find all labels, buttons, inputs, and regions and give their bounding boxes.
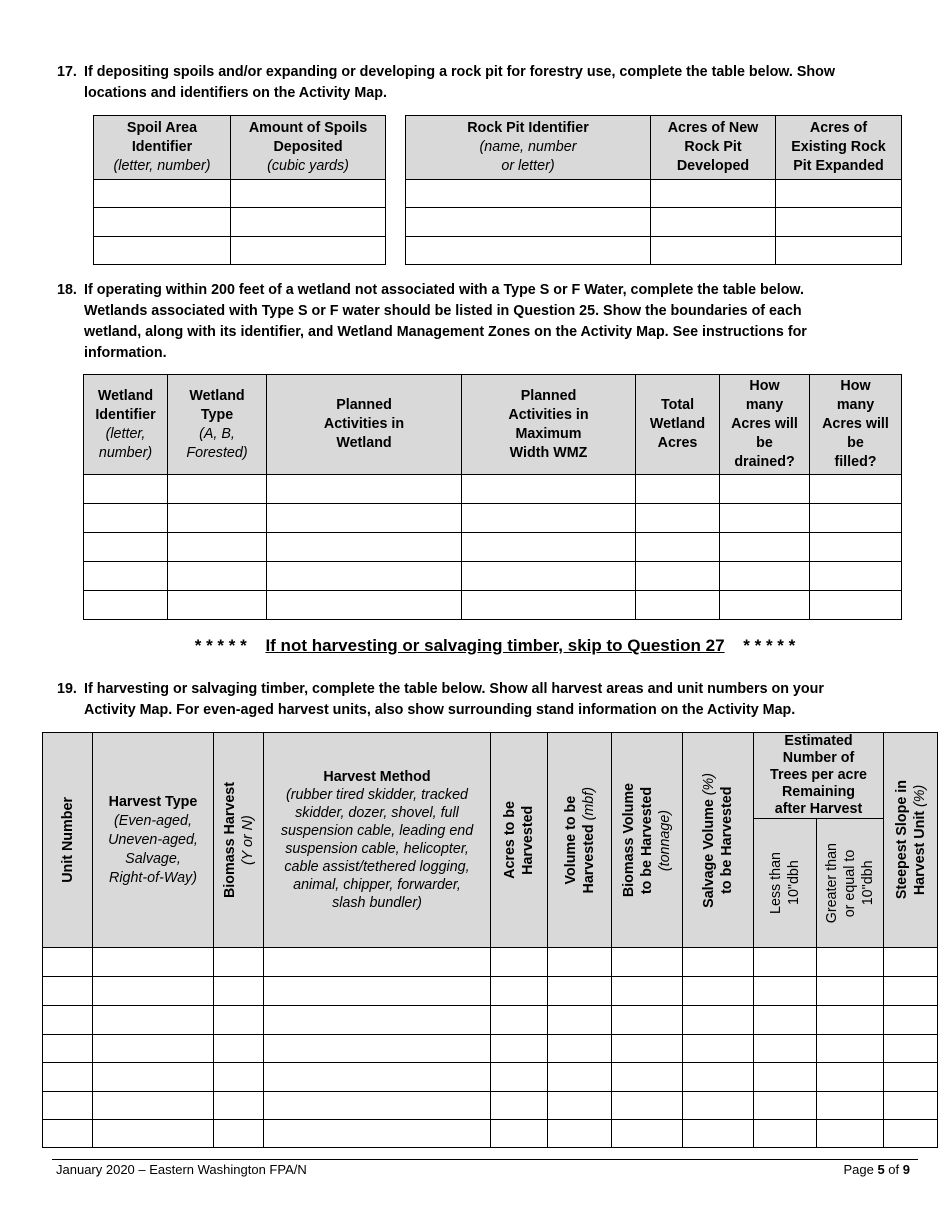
acres-drained-header: How many Acres will be drained? [720, 375, 810, 475]
harvest-cell[interactable] [612, 1035, 683, 1063]
harvest-cell[interactable] [884, 1035, 938, 1063]
banner-stars-right: * * * * * [743, 636, 796, 655]
harvest-cell[interactable] [214, 1092, 264, 1120]
harvest-cell[interactable] [43, 1035, 93, 1063]
table-row [43, 1035, 938, 1063]
harvest-cell[interactable] [548, 1063, 612, 1092]
table-row [94, 237, 386, 265]
wetland-cell[interactable] [810, 591, 902, 620]
wetland-id-header: Wetland Identifier (letter, number) [84, 375, 168, 475]
q18-line2: Wetlands associated with Type S or F water should be listed in Question 25. Show the boundaries of each [84, 303, 802, 319]
harvest-cell[interactable] [612, 948, 683, 977]
q19-line1: If harvesting or salvaging timber, complete the table below. Show all harvest areas and unit numbers on your [84, 681, 824, 697]
wetland-cell[interactable] [168, 504, 267, 533]
footer-page: Page 5 of 9 [843, 1162, 910, 1177]
rock-pit-cell[interactable] [776, 237, 902, 265]
wetland-cell[interactable] [720, 533, 810, 562]
wetland-cell[interactable] [810, 475, 902, 504]
harvest-cell[interactable] [884, 1120, 938, 1148]
table-row [43, 1006, 938, 1035]
table-row [84, 504, 902, 533]
table-row [94, 180, 386, 208]
acres-filled-header: How many Acres will be filled? [810, 375, 902, 475]
harvest-cell[interactable] [884, 1006, 938, 1035]
harvest-cell[interactable] [93, 1092, 214, 1120]
harvest-cell[interactable] [43, 948, 93, 977]
harvest-type-header: Harvest Type (Even-aged, Uneven-aged, Salvage, Right-of-Way) [93, 733, 214, 948]
wetland-cell[interactable] [267, 504, 462, 533]
harvest-cell[interactable] [264, 948, 491, 977]
harvest-cell[interactable] [817, 1120, 884, 1148]
wetland-cell[interactable] [84, 591, 168, 620]
harvest-cell[interactable] [548, 948, 612, 977]
page-total: 9 [902, 1162, 910, 1177]
wetland-cell[interactable] [84, 533, 168, 562]
harvest-cell[interactable] [548, 1035, 612, 1063]
harvest-method-header: Harvest Method (rubber tired skidder, tracked skidder, dozer, shovel, full suspension cable, leading end suspension cable, helicopter, cable assist/tethered logging, animal, chipper, forwarder, slash bundler) [264, 733, 491, 948]
steepest-slope-header: Steepest Slope in Harvest Unit (%) [884, 733, 938, 948]
spoil-table [93, 115, 386, 265]
wetland-cell[interactable] [720, 475, 810, 504]
harvest-cell[interactable] [754, 977, 817, 1006]
total-acres-header: Total Wetland Acres [636, 375, 720, 475]
wetland-type-header: Wetland Type (A, B, Forested) [168, 375, 267, 475]
harvest-cell[interactable] [548, 1120, 612, 1148]
harvest-cell[interactable] [214, 1063, 264, 1092]
rock-pit-cell[interactable] [406, 208, 651, 237]
wetland-cell[interactable] [168, 475, 267, 504]
banner-stars-left: * * * * * [194, 636, 247, 655]
table-row [406, 180, 902, 208]
rock-pit-cell[interactable] [651, 237, 776, 265]
wetland-cell[interactable] [636, 562, 720, 591]
harvest-cell[interactable] [43, 1063, 93, 1092]
table-row [94, 208, 386, 237]
table-row [43, 948, 938, 977]
harvest-cell[interactable] [264, 1120, 491, 1148]
harvest-cell[interactable] [491, 1035, 548, 1063]
spoil-amount-cell[interactable] [231, 237, 386, 265]
rock-pit-cell[interactable] [776, 180, 902, 208]
biomass-volume-header: Biomass Volume to be Harvested (tonnage) [612, 733, 683, 948]
harvest-cell[interactable] [548, 1092, 612, 1120]
spoil-id-cell[interactable] [94, 208, 231, 237]
harvest-cell[interactable] [817, 1035, 884, 1063]
acres-new-rock-pit-header: Acres of New Rock Pit Developed [651, 116, 776, 180]
harvest-cell[interactable] [683, 1063, 754, 1092]
harvest-cell[interactable] [93, 1006, 214, 1035]
harvest-cell[interactable] [93, 1063, 214, 1092]
salvage-volume-header: Salvage Volume (%) to be Harvested [683, 733, 754, 948]
harvest-cell[interactable] [683, 1006, 754, 1035]
harvest-cell[interactable] [548, 1006, 612, 1035]
table-row [43, 1063, 938, 1092]
harvest-cell[interactable] [754, 1092, 817, 1120]
harvest-cell[interactable] [612, 1120, 683, 1148]
rock-pit-cell[interactable] [651, 208, 776, 237]
unit-number-header: Unit Number [43, 733, 93, 948]
wetland-cell[interactable] [636, 591, 720, 620]
spoil-amount-cell[interactable] [231, 180, 386, 208]
harvest-cell[interactable] [43, 1120, 93, 1148]
harvest-cell[interactable] [491, 1006, 548, 1035]
harvest-cell[interactable] [612, 1063, 683, 1092]
harvest-cell[interactable] [491, 977, 548, 1006]
harvest-cell[interactable] [612, 1092, 683, 1120]
harvest-cell[interactable] [817, 977, 884, 1006]
estimated-trees-header: Estimated Number of Trees per acre Remaining after Harvest [754, 733, 884, 819]
table-row [84, 475, 902, 504]
harvest-cell[interactable] [683, 977, 754, 1006]
table-row [84, 533, 902, 562]
wetland-cell[interactable] [462, 504, 636, 533]
spoil-id-cell[interactable] [94, 180, 231, 208]
spoil-amount-header: Amount of Spoils Deposited (cubic yards) [231, 116, 386, 180]
harvest-cell[interactable] [214, 1035, 264, 1063]
harvest-cell[interactable] [884, 1063, 938, 1092]
harvest-cell[interactable] [264, 1063, 491, 1092]
harvest-cell[interactable] [264, 1035, 491, 1063]
q17-line2: locations and identifiers on the Activity Map. [84, 85, 387, 101]
harvest-table [42, 732, 938, 1148]
rock-pit-table [405, 115, 902, 265]
wetland-cell[interactable] [810, 504, 902, 533]
harvest-cell[interactable] [683, 948, 754, 977]
table-row [43, 1092, 938, 1120]
wetland-cell[interactable] [720, 504, 810, 533]
planned-activities-header: Planned Activities in Wetland [267, 375, 462, 475]
harvest-cell[interactable] [754, 1120, 817, 1148]
spoil-id-header: Spoil Area Identifier (letter, number) [94, 116, 231, 180]
harvest-cell[interactable] [491, 1092, 548, 1120]
harvest-cell[interactable] [612, 1006, 683, 1035]
table-row [406, 208, 902, 237]
harvest-cell[interactable] [683, 1092, 754, 1120]
q19-line2: Activity Map. For even-aged harvest units, also show surrounding stand information on the Activity Map. [84, 702, 796, 718]
q18-line1: If operating within 200 feet of a wetland not associated with a Type S or F Water, complete the table below. [84, 282, 804, 298]
harvest-cell[interactable] [264, 1092, 491, 1120]
harvest-cell[interactable] [264, 977, 491, 1006]
wetland-cell[interactable] [810, 562, 902, 591]
harvest-cell[interactable] [214, 1120, 264, 1148]
banner-text: If not harvesting or salvaging timber, skip to Question 27 [265, 636, 725, 655]
harvest-cell[interactable] [683, 1035, 754, 1063]
harvest-cell[interactable] [214, 977, 264, 1006]
harvest-cell[interactable] [884, 977, 938, 1006]
harvest-cell[interactable] [93, 1120, 214, 1148]
q18-number: 18. [57, 282, 77, 298]
table-row [43, 1120, 938, 1148]
wetland-cell[interactable] [267, 533, 462, 562]
wetland-cell[interactable] [720, 591, 810, 620]
harvest-cell[interactable] [43, 1006, 93, 1035]
harvest-cell[interactable] [93, 977, 214, 1006]
rock-pit-cell[interactable] [406, 180, 651, 208]
harvest-cell[interactable] [93, 1035, 214, 1063]
harvest-cell[interactable] [214, 1006, 264, 1035]
wetland-cell[interactable] [462, 562, 636, 591]
wetland-cell[interactable] [84, 562, 168, 591]
q18-line3: wetland, along with its identifier, and Wetland Management Zones on the Activity Map. See instructions for [84, 324, 807, 340]
harvest-cell[interactable] [548, 977, 612, 1006]
spoil-amount-cell[interactable] [231, 208, 386, 237]
harvest-cell[interactable] [214, 948, 264, 977]
table-row [84, 562, 902, 591]
harvest-cell[interactable] [817, 1063, 884, 1092]
wetland-cell[interactable] [84, 475, 168, 504]
wetland-cell[interactable] [462, 533, 636, 562]
volume-harvested-header: Volume to be Harvested (mbf) [548, 733, 612, 948]
wetland-cell[interactable] [636, 533, 720, 562]
wetland-cell[interactable] [168, 533, 267, 562]
harvest-cell[interactable] [612, 977, 683, 1006]
wetland-cell[interactable] [267, 591, 462, 620]
rock-pit-id-header: Rock Pit Identifier (name, number or letter) [406, 116, 651, 180]
harvest-cell[interactable] [491, 948, 548, 977]
wetland-cell[interactable] [462, 591, 636, 620]
wetland-cell[interactable] [720, 562, 810, 591]
skip-banner [0, 636, 950, 656]
spoil-id-cell[interactable] [94, 237, 231, 265]
rock-pit-cell[interactable] [406, 237, 651, 265]
table-row [84, 591, 902, 620]
harvest-cell[interactable] [491, 1120, 548, 1148]
wetland-cell[interactable] [168, 591, 267, 620]
harvest-cell[interactable] [884, 948, 938, 977]
harvest-cell[interactable] [491, 1063, 548, 1092]
harvest-cell[interactable] [754, 1006, 817, 1035]
q18-line4: information. [84, 345, 167, 361]
wetland-cell[interactable] [267, 475, 462, 504]
less-than-10-dbh-header: Less than 10"dbh [754, 819, 817, 948]
harvest-cell[interactable] [817, 948, 884, 977]
harvest-cell[interactable] [754, 1063, 817, 1092]
table-row [406, 237, 902, 265]
harvest-cell[interactable] [264, 1006, 491, 1035]
harvest-cell[interactable] [93, 948, 214, 977]
footer-left: January 2020 – Eastern Washington FPA/N [56, 1162, 307, 1177]
page-number: 5 [877, 1162, 885, 1177]
acres-harvested-header: Acres to be Harvested [491, 733, 548, 948]
wetland-cell[interactable] [84, 504, 168, 533]
planned-wmz-header: Planned Activities in Maximum Width WMZ [462, 375, 636, 475]
rock-pit-cell[interactable] [776, 208, 902, 237]
wetland-cell[interactable] [636, 504, 720, 533]
harvest-cell[interactable] [43, 1092, 93, 1120]
harvest-cell[interactable] [754, 948, 817, 977]
rock-pit-cell[interactable] [651, 180, 776, 208]
wetland-cell[interactable] [168, 562, 267, 591]
footer-divider [52, 1159, 918, 1160]
harvest-cell[interactable] [683, 1120, 754, 1148]
harvest-cell[interactable] [884, 1092, 938, 1120]
harvest-cell[interactable] [817, 1092, 884, 1120]
acres-existing-rock-pit-header: Acres of Existing Rock Pit Expanded [776, 116, 902, 180]
harvest-cell[interactable] [817, 1006, 884, 1035]
wetland-table [83, 374, 902, 620]
harvest-cell[interactable] [43, 977, 93, 1006]
biomass-harvest-header: Biomass Harvest (Y or N) [214, 733, 264, 948]
wetland-cell[interactable] [267, 562, 462, 591]
table-row [43, 977, 938, 1006]
wetland-cell[interactable] [462, 475, 636, 504]
harvest-cell[interactable] [754, 1035, 817, 1063]
wetland-cell[interactable] [810, 533, 902, 562]
q17-number: 17. [57, 64, 77, 80]
greater-equal-10-dbh-header: Greater than or equal to 10"dbh [817, 819, 884, 948]
q17-line1: If depositing spoils and/or expanding or developing a rock pit for forestry use, complete the table below. Show [84, 64, 835, 80]
q19-number: 19. [57, 681, 77, 697]
wetland-cell[interactable] [636, 475, 720, 504]
